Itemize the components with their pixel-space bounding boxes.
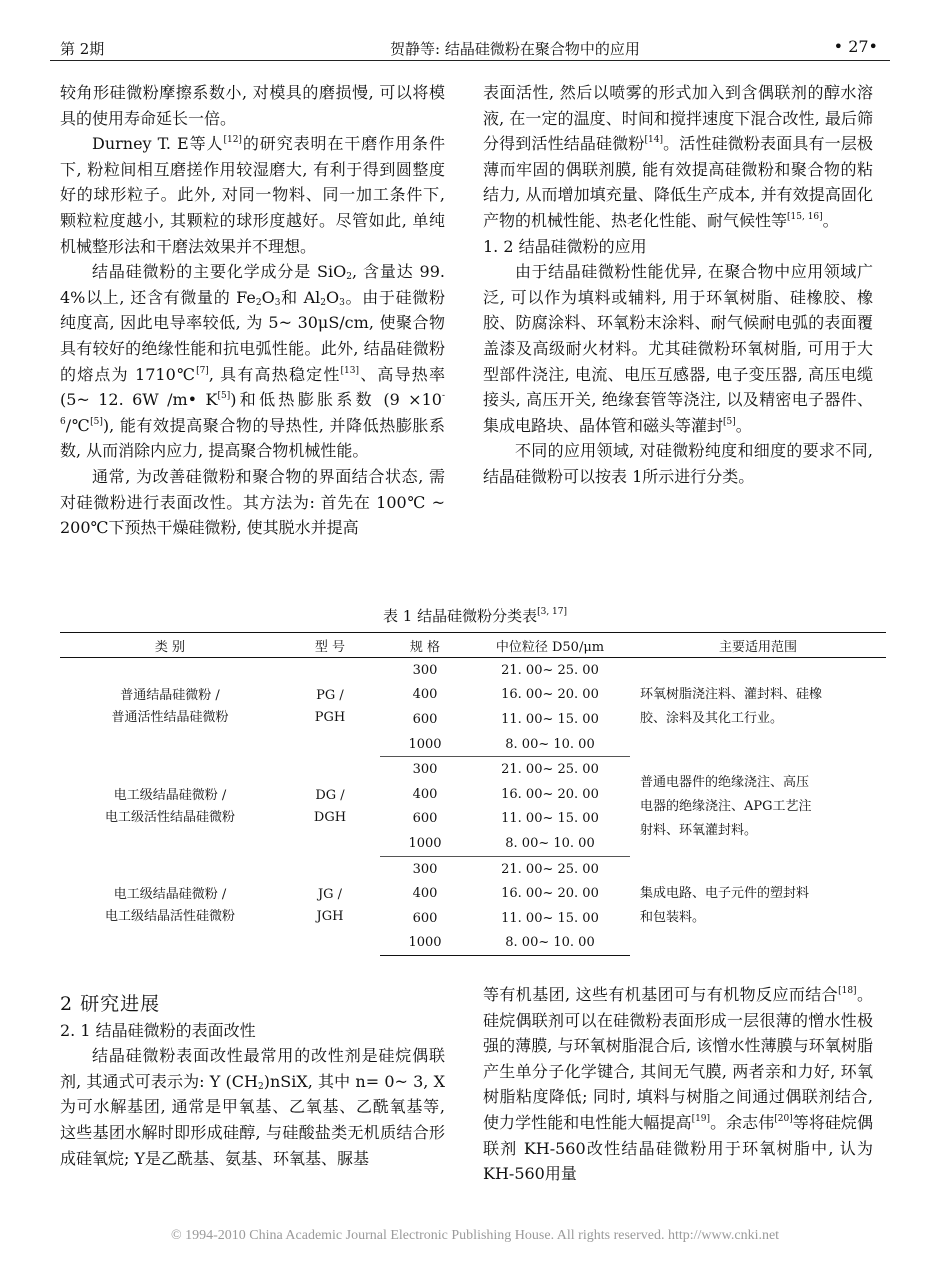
category-cell: 普通结晶硅微粉 / 普通活性结晶硅微粉 [111, 688, 229, 726]
size-cell: 16. 00~ 20. 00 [501, 687, 599, 703]
citation: [19] [691, 1113, 711, 1124]
citation: [3, 17] [537, 607, 568, 617]
citation: [20] [774, 1113, 793, 1124]
application-cell: 集成电路、电子元件的塑封料 和包装料。 [640, 885, 810, 925]
size-cell: 21. 00~ 25. 00 [501, 861, 599, 877]
column-header: 类 别 [60, 633, 280, 658]
citation: [5] [217, 391, 231, 402]
spec-cell: 400 [412, 886, 438, 902]
size-cell: 11. 00~ 15. 00 [501, 910, 599, 926]
column-header: 型 号 [280, 633, 380, 658]
column-header: 规 格 [380, 633, 470, 658]
spec-cell: 300 [412, 762, 438, 778]
paragraph: 等有机基团, 这些有机基团可与有机物反应而结合[18]。硅烷偶联剂可以在硅微粉表面形成一层很薄的憎水性极强的薄膜, 与环氧树脂混合后, 该憎水性薄膜与环氧树脂产生单分子化学键合, 其间无气膜, 两者亲和力好, 环氧树脂粘度降低; 同时, 填料与树脂之间通过偶联剂结合, 使力学性能和电性能大幅提高[19]。余志伟[20]等将硅烷偶联剂 KH-560改性结晶硅微粉用于环氧树脂中, 认为 KH-560用量 [483, 985, 873, 1184]
page-number: • 27• [833, 37, 878, 56]
spec-cell: 1000 [380, 831, 470, 856]
left-column-bottom [60, 992, 445, 1171]
size-cell: 8. 00~ 10. 00 [470, 831, 630, 856]
size-cell: 16. 00~ 20. 00 [501, 886, 599, 902]
citation: [14] [644, 135, 663, 146]
spec-cell: 400 [412, 786, 438, 802]
size-cell: 21. 00~ 25. 00 [501, 762, 599, 778]
spec-cell: 400 [412, 687, 438, 703]
copyright-footer: © 1994-2010 China Academic Journal Electronic Publishing House. All rights reserved. http://www.cnki.net [170, 1228, 780, 1243]
spec-cell: 600 [412, 910, 438, 926]
classification-table [60, 632, 886, 956]
application-cell: 环氧树脂浇注料、灌封料、硅橡 胶、涂料及其化工行业。 [640, 687, 823, 727]
table-header-row [60, 633, 886, 658]
paragraph: 结晶硅微粉的主要化学成分是 SiO$_2$, 含量达 99. 4%以上, 还含有微量的 $Fe_2O_3$和 $Al_2O_3$。由于硅微粉纯度高, 因此电导率较低, 为 5~ 30μS/cm, 使聚合物具有较好的绝缘性能和抗电弧性能。此外, 结晶硅微粉的熔点为 1710℃[7], 具有高热稳定性[13]、高导热率 (5~ 12. 6W /m• K[5])和低热膨胀系数 $(9 \times 10^{-6}/℃[5])$, 能有效提高聚合物的导热性, 并降低热膨胀系数, 从而消除内应力, 提高聚合物机械性能。 [60, 262, 445, 461]
table-row [60, 856, 886, 881]
paragraph: 由于结晶硅微粉性能优异, 在聚合物中应用领域广泛, 可以作为填料或辅料, 用于环氧树脂、硅橡胶、橡胶、防腐涂料、环氧粉末涂料、耐气候耐电弧的表面覆盖漆及高级耐火材料。尤其硅微粉环氧树脂, 可用于大型部件浇注, 电流、电压互感器, 电子变压器, 高压电缆接头, 高压开关, 绝缘套管等浇注, 以及精密电子器件、集成电路块、晶体管和磁头等灌封[5]。 [483, 262, 873, 435]
citation: [12] [223, 135, 242, 146]
citation: [13] [340, 365, 360, 376]
paragraph: Durney T. E等人[12]的研究表明在干磨作用条件下, 粉粒间相互磨搓作用较湿磨大, 有利于得到圆整度好的球形粒子。此外, 对同一物料、同一加工条件下, 颗粒粒度越小, 其颗粒的球形度越好。尽管如此, 单纯机械整形法和干磨法效果并不理想。 [60, 134, 445, 256]
size-cell: 8. 00~ 10. 00 [470, 931, 630, 956]
table-row [60, 757, 886, 782]
spec-cell: 600 [412, 811, 438, 827]
paragraph: 表面活性, 然后以喷雾的形式加入到含偶联剂的醇水溶液, 在一定的温度、时间和搅拌速度下混合改性, 最后筛分得到活性结晶硅微粉[14]。活性硅微粉表面具有一层极薄而牢固的偶联剂膜, 能有效提高硅微粉和聚合物的粘结力, 从而增加填充量、降低生产成本, 并有效提高固化产物的机械性能、热老化性能、耐气候性等[15, 16]。 [483, 83, 873, 230]
section-heading: 1. 2 结晶硅微粉的应用 [483, 236, 647, 256]
spec-cell: 600 [412, 711, 438, 727]
model-cell: DG / DGH [313, 787, 347, 825]
paragraph: 不同的应用领域, 对硅微粉纯度和细度的要求不同, 结晶硅微粉可以按表 1所示进行分类。 [483, 441, 873, 486]
citation: [7] [196, 365, 209, 376]
size-cell: 11. 00~ 15. 00 [501, 711, 599, 727]
size-cell: 8. 00~ 10. 00 [470, 732, 630, 757]
model-cell: PG / PGH [314, 688, 346, 726]
section-heading: 2 研究进展 [60, 993, 161, 1015]
running-header [50, 34, 890, 61]
category-cell: 电工级结晶硅微粉 / 电工级活性结晶硅微粉 [104, 787, 235, 825]
paragraph: 通常, 为改善硅微粉和聚合物的界面结合状态, 需对硅微粉进行表面改性。其方法为: 首先在 100℃ ~ 200℃下预热干燥硅微粉, 使其脱水并提高 [60, 466, 445, 538]
application-cell: 普通电器件的绝缘浇注、高压 电器的绝缘浇注、APG工艺注 射料、环氧灌封料。 [640, 774, 812, 838]
left-column-top [60, 80, 445, 541]
citation: [15, 16] [787, 211, 823, 222]
model-cell: JG / JGH [316, 886, 344, 924]
column-header: 主要适用范围 [630, 633, 886, 658]
right-column-bottom [483, 982, 873, 1187]
spec-cell: 300 [412, 861, 438, 877]
size-cell: 16. 00~ 20. 00 [501, 786, 599, 802]
size-cell: 11. 00~ 15. 00 [501, 811, 599, 827]
citation: [18] [838, 986, 857, 996]
right-column-top [483, 80, 873, 490]
citation: [5] [90, 416, 103, 427]
issue-number: 第 2期 [60, 40, 105, 58]
category-cell: 电工级结晶硅微粉 / 电工级结晶活性硅微粉 [104, 886, 235, 924]
subsection-heading: 2. 1 结晶硅微粉的表面改性 [60, 1020, 256, 1040]
column-header: 中位粒径 D50/μm [470, 633, 630, 658]
size-cell: 21. 00~ 25. 00 [501, 662, 599, 678]
spec-cell: 1000 [380, 732, 470, 757]
citation: [5] [723, 416, 736, 427]
table-row [60, 658, 886, 683]
spec-cell: 300 [412, 662, 438, 678]
paragraph: 较角形硅微粉摩擦系数小, 对模具的磨损慢, 可以将模具的使用寿命延长一倍。 [60, 83, 445, 128]
spec-cell: 1000 [380, 931, 470, 956]
running-title: 贺静等: 结晶硅微粉在聚合物中的应用 [390, 40, 640, 58]
paragraph: 结晶硅微粉表面改性最常用的改性剂是硅烷偶联剂, 其通式可表示为: Y $(CH_2)nSiX$, 其中 n= 0~ 3, X为可水解基团, 通常是甲氧基、乙氧基、乙酰氧基等, 这些基团水解时即形成硅醇, 与硅酸盐类无机质结合形成硅氧烷; Y是乙酰基、氨基、环氧基、脲基 [60, 1046, 445, 1168]
table-caption: 表 1 结晶硅微粉分类表[3, 17] [382, 607, 568, 625]
